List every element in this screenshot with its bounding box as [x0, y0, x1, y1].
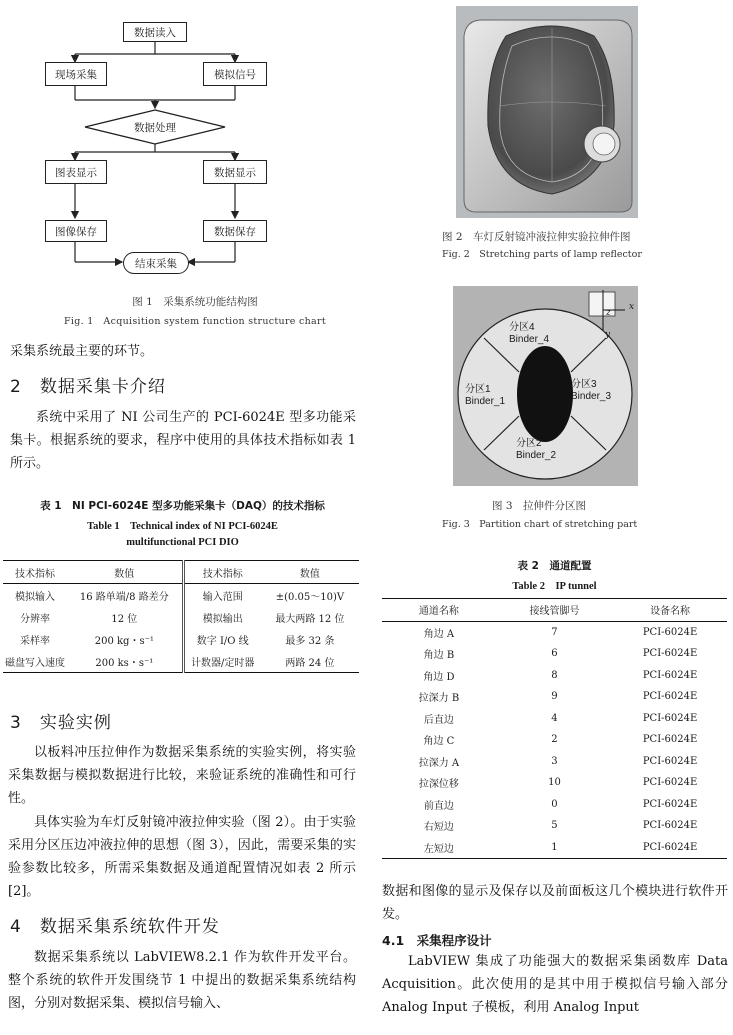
- table2-title-cn: 表 2 通道配置: [517, 560, 592, 572]
- table-row: [3, 628, 359, 650]
- table-row: [382, 815, 727, 837]
- table2-cell: PCI-6024E: [642, 626, 698, 638]
- table-row: [382, 772, 727, 794]
- node-simulated-signal: 模拟信号: [203, 62, 267, 86]
- table2-cell: PCI-6024E: [642, 712, 698, 724]
- table2-cell: 6: [551, 648, 558, 660]
- table2-header: 接线管脚号: [529, 606, 580, 618]
- table1-cell: 模拟输入: [15, 591, 55, 603]
- axis-label-x: x: [629, 302, 635, 312]
- table2-cell: 角边 C: [423, 736, 455, 748]
- section-4-1-title: 4.1 采集程序设计: [382, 933, 492, 948]
- table-row: [3, 584, 359, 607]
- table1-cell: 数字 I/O 线: [196, 635, 249, 647]
- table2-cell: PCI-6024E: [642, 669, 698, 681]
- section-2-paragraph: 系统中采用了 NI 公司生产的 PCI-6024E 型多功能采集卡。根据系统的要求，程序中使用的具体技术指标如表 1 所示。: [10, 410, 356, 471]
- zone-2-en: Binder_2: [516, 450, 557, 461]
- table1-title-en-2: multifunctional PCI DIO: [126, 537, 239, 548]
- cont-line: 采集系统最主要的环节。: [10, 344, 154, 359]
- section-4-1-paragraph: LabVIEW 集成了功能强大的数据采集函数库 Data Acquisition。此次使用的是其中用于模拟信号输入部分 Analog Input 子模板，利用 Analog Input: [382, 954, 728, 1015]
- table1-title-cn: 表 1 NI PCI-6024E 型多功能采集卡（DAQ）的技术指标: [40, 500, 325, 512]
- table2-cell: 0: [551, 798, 558, 810]
- fig2-caption-en: Fig. 2 Stretching parts of lamp reflector: [442, 249, 642, 260]
- table2-cell: 拉深力 A: [418, 757, 460, 769]
- zone-1-cn: 分区1: [465, 384, 491, 395]
- table-row: [382, 643, 727, 665]
- node-image-save: 图像保存: [45, 220, 107, 242]
- table1-cell: 分辨率: [20, 613, 50, 625]
- table2-cell: 7: [551, 626, 558, 638]
- reflector-render: [456, 6, 638, 218]
- table-2: [382, 598, 727, 859]
- table1-header: 数值: [299, 568, 320, 580]
- table1-cell: 200 ks・s⁻¹: [67, 650, 183, 673]
- fig1-caption-en: Fig. 1 Acquisition system function structure chart: [64, 316, 326, 327]
- table2-cell: 4: [551, 712, 558, 724]
- table1-cell: 最多 32 条: [285, 635, 335, 647]
- table2-header: 通道名称: [418, 606, 459, 618]
- table2-cell: 角边 B: [423, 650, 455, 662]
- zone-4-label: [509, 322, 549, 346]
- table2-cell: PCI-6024E: [642, 820, 698, 832]
- node-data-save: 数据保存: [203, 220, 267, 242]
- table1-cell: 12 位: [67, 606, 183, 628]
- table2-cell: 角边 A: [423, 628, 455, 640]
- table-1: [3, 560, 359, 673]
- zone-2-label: [516, 438, 556, 462]
- table2-cell: PCI-6024E: [642, 648, 698, 660]
- table-row: [3, 606, 359, 628]
- table-row: [382, 665, 727, 687]
- table2-cell: 角边 D: [423, 671, 455, 683]
- table1-cell: 两路 24 位: [285, 657, 335, 669]
- table-row: [382, 686, 727, 708]
- fig1-caption-cn: 图 1 采集系统功能结构图: [132, 296, 258, 308]
- table1-cell: 模拟输出: [202, 613, 243, 625]
- fig2-caption-cn: 图 2 车灯反射镜冲液拉伸实验拉伸件图: [442, 231, 631, 243]
- table-row: [3, 650, 359, 673]
- table-row: [382, 729, 727, 751]
- table1-cell: 最大两路 12 位: [275, 613, 345, 625]
- section-3-paragraph-2: 具体实验为车灯反射镜冲液拉伸实验（图 2）。由于实验采用分区压边冲液拉伸的思想（图 3），因此，需要采集的实验参数比较多，所需采集数据及通道配置情况如表 2 所示[2]。: [8, 815, 356, 899]
- flowchart-connectors: [40, 14, 350, 284]
- zone-3-label: [571, 379, 611, 403]
- table2-cell: 左短边: [423, 843, 454, 855]
- table1-cell: 输入范围: [202, 591, 243, 603]
- zone-1-label: [465, 384, 505, 408]
- table2-cell: 9: [551, 691, 558, 703]
- table2-cell: 2: [551, 734, 558, 746]
- table2-header-row: [382, 599, 727, 622]
- table2-cell: PCI-6024E: [642, 841, 698, 853]
- node-chart-display: 图表显示: [45, 160, 107, 184]
- zone-4-en: Binder_4: [509, 334, 550, 345]
- zone-3-en: Binder_3: [571, 391, 612, 402]
- table2-cell: 前直边: [423, 800, 454, 812]
- table2-cell: 5: [551, 820, 558, 832]
- node-end-acquisition: 结束采集: [123, 252, 189, 274]
- node-data-read: 数据读入: [123, 22, 187, 42]
- node-field-acquisition: 现场采集: [45, 62, 107, 86]
- table-row: [382, 837, 727, 859]
- table2-body: [382, 621, 727, 859]
- table1-cell: ±(0.05～10)V: [275, 591, 345, 603]
- table2-cell: 后直边: [423, 714, 454, 726]
- table2-cell: 3: [551, 755, 558, 767]
- table2-cell: PCI-6024E: [642, 777, 698, 789]
- table1-header: 技术指标: [15, 568, 55, 580]
- table2-cell: PCI-6024E: [642, 734, 698, 746]
- zone-4-cn: 分区4: [509, 322, 535, 333]
- zone-2-cn: 分区2: [516, 438, 542, 449]
- table1-cell: 采样率: [20, 635, 50, 647]
- section-3-paragraph-1: 以板料冲压拉伸作为数据采集系统的实验实例，将实验采集数据与模拟数据进行比较，来验证系统的准确性和可行性。: [8, 745, 356, 806]
- table2-title-en: Table 2 IP tunnel: [512, 581, 597, 592]
- node-data-process: 数据处理: [134, 122, 176, 134]
- fig3-caption-en: Fig. 3 Partition chart of stretching part: [442, 519, 638, 530]
- table-row: [382, 621, 727, 643]
- right-cont-paragraph: 数据和图像的显示及保存以及前面板这几个模块进行软件开发。: [382, 884, 728, 922]
- section-3-title: 3 实验实例: [10, 713, 112, 733]
- zone-3-cn: 分区3: [571, 379, 597, 390]
- section-2-title: 2 数据采集卡介绍: [10, 377, 166, 397]
- axis-label-z: z: [606, 308, 611, 318]
- table1-cell: 200 kg・s⁻¹: [67, 628, 183, 650]
- node-data-display: 数据显示: [203, 160, 267, 184]
- table1-cell: 磁盘写入速度: [5, 657, 65, 669]
- table2-cell: PCI-6024E: [642, 798, 698, 810]
- section-4-paragraph: 数据采集系统以 LabVIEW8.2.1 作为软件开发平台。整个系统的软件开发围绕节 1 中提出的数据采集系统结构图，分别对数据采集、模拟信号输入、: [8, 950, 356, 1011]
- table1-cell: 16 路单端/8 路差分: [67, 584, 183, 607]
- table2-cell: PCI-6024E: [642, 691, 698, 703]
- table2-cell: 1: [551, 841, 558, 853]
- table2-cell: PCI-6024E: [642, 755, 698, 767]
- table-row: [382, 794, 727, 816]
- section-4-title: 4 数据采集系统软件开发: [10, 917, 220, 937]
- table-row: [382, 751, 727, 773]
- figure-2-image: [456, 6, 638, 218]
- table-row: [382, 708, 727, 730]
- table1-cell: 计数器/定时器: [191, 657, 255, 669]
- figure-1-flowchart: [40, 14, 350, 284]
- zone-1-en: Binder_1: [465, 396, 506, 407]
- table1-header: 数值: [67, 561, 183, 584]
- table2-cell: 拉深力 B: [418, 693, 460, 705]
- table1-header: 技术指标: [202, 568, 243, 580]
- fig3-caption-cn: 图 3 拉伸件分区图: [492, 500, 587, 512]
- axis-label-y: y: [605, 330, 611, 340]
- table2-cell: 右短边: [423, 822, 454, 834]
- table2-cell: 10: [548, 777, 561, 789]
- table2-cell: 拉深位移: [418, 779, 459, 791]
- table2-cell: 8: [551, 669, 558, 681]
- table2-header: 设备名称: [650, 606, 691, 618]
- table1-title-en-1: Table 1 Technical index of NI PCI-6024E: [87, 521, 278, 532]
- table1-header-row: [3, 561, 359, 584]
- figure-3-image: [453, 286, 638, 486]
